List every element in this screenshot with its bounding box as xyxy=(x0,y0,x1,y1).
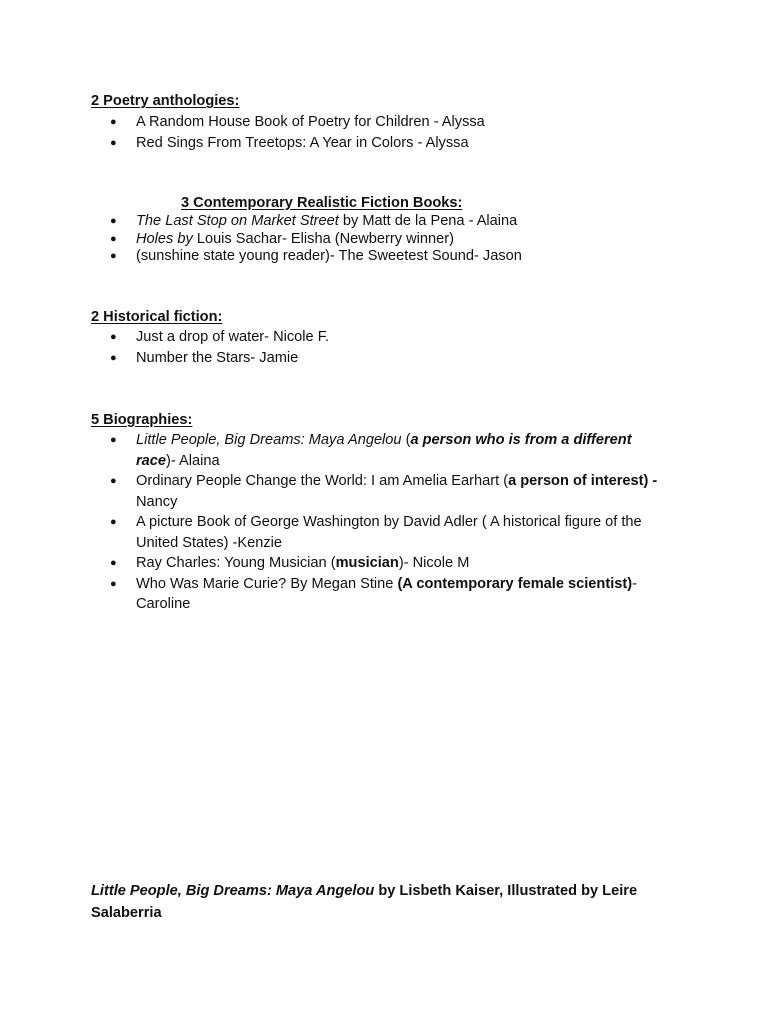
list-item: ● Little People, Big Dreams: Maya Angelou (a person who is from a different race)- Alaina xyxy=(110,430,670,471)
realistic-fiction-heading: 3 Contemporary Realistic Fiction Books: xyxy=(181,195,463,211)
citation-rest: by Lisbeth Kaiser, Illustrated by Leire Salaberria xyxy=(91,883,638,921)
list-item: ● Number the Stars- Jamie xyxy=(110,348,690,369)
citation-title: Little People, Big Dreams: Maya Angelou xyxy=(91,883,375,899)
list-item: ● Ordinary People Change the World: I am Amelia Earhart (a person of interest) - Nancy xyxy=(110,471,670,512)
list-item: ● Holes by Louis Sachar- Elisha (Newberry winner) xyxy=(110,231,690,249)
poetry-heading: 2 Poetry anthologies: xyxy=(91,93,240,109)
list-item: ● Red Sings From Treetops: A Year in Colors - Alyssa xyxy=(110,133,690,154)
poetry-list xyxy=(110,112,690,153)
citation xyxy=(91,880,691,924)
list-item: ● A Random House Book of Poetry for Children - Alyssa xyxy=(110,112,690,133)
list-item: ● Ray Charles: Young Musician (musician)- Nicole M xyxy=(110,553,670,574)
list-item: ● A picture Book of George Washington by David Adler ( A historical figure of the United States) -Kenzie xyxy=(110,512,670,553)
biographies-heading: 5 Biographies: xyxy=(91,412,193,428)
list-item: ● Who Was Marie Curie? By Megan Stine (A contemporary female scientist)- Caroline xyxy=(110,574,670,615)
list-item: ● Just a drop of water- Nicole F. xyxy=(110,327,690,348)
historical-fiction-heading: 2 Historical fiction: xyxy=(91,309,223,325)
historical-fiction-list xyxy=(110,327,690,368)
realistic-fiction-list xyxy=(110,213,690,266)
list-item: ● (sunshine state young reader)- The Sweetest Sound- Jason xyxy=(110,248,690,266)
list-item: ● The Last Stop on Market Street by Matt de la Pena - Alaina xyxy=(110,213,690,231)
biographies-list xyxy=(110,430,670,615)
